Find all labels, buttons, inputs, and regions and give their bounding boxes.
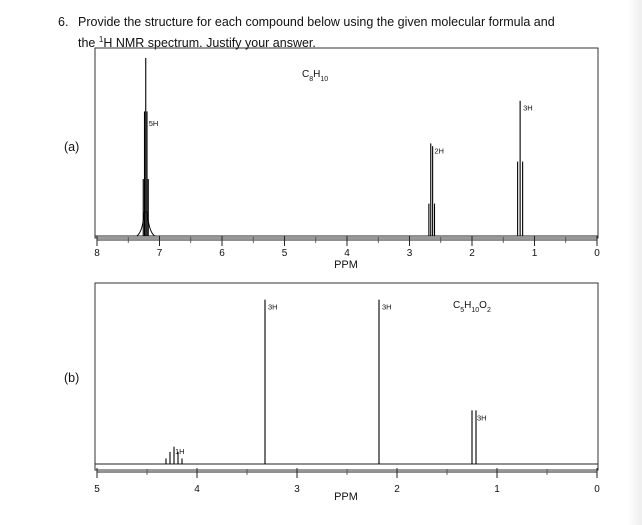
- spectrum-a-tick-label: 6: [219, 248, 225, 259]
- spectrum-a-peak-label: 5H: [148, 119, 159, 128]
- spectrum-b-tick-label: 3: [294, 484, 300, 495]
- question-superscript: 1: [98, 35, 104, 44]
- spectrum-a-peak-label: 3H: [523, 103, 533, 113]
- spectrum-a-tick-label: 1: [531, 248, 538, 259]
- spectrum-a-tick-label: 0: [594, 248, 600, 259]
- spectrum-a-tick-label: 8: [94, 248, 100, 259]
- spectrum-a-tick-label: 4: [344, 248, 350, 259]
- spectrum-a-tick-label: 7: [156, 248, 163, 259]
- spectrum-b-peak-label: 3H: [477, 413, 487, 423]
- spectrum-b-formula: $C_5H_{10}O_2$: [453, 300, 491, 314]
- panel-label-a: (a): [64, 140, 80, 154]
- spectrum-a-x-label: PPM: [334, 259, 358, 271]
- question-line-2-prefix: the: [78, 36, 99, 51]
- spectrum-b-peak-label: 3H: [268, 302, 278, 312]
- spectrum-a-tick-label: 3: [406, 248, 413, 259]
- question-line-2-rest: H NMR spectrum. Justify your answer.: [103, 36, 316, 51]
- spectrum-b-tick-label: 1: [494, 484, 500, 495]
- spectrum-b-tick-label: 4: [194, 484, 200, 495]
- spectrum-b-x-label: PPM: [334, 491, 358, 503]
- spectrum-a-tick-label: 2: [469, 248, 475, 259]
- spectrum-b-tick-label: 5: [94, 484, 100, 495]
- spectrum-a-peak-label: 2H: [434, 146, 444, 156]
- question-line-1: Provide the structure for each compound below using the given molecular formula and: [78, 15, 555, 29]
- spectrum-b-tick-label: 2: [394, 484, 400, 495]
- spectrum-b-frame: [95, 283, 598, 470]
- spectrum-b-peak-label: 1H: [175, 447, 185, 456]
- question-number: 6.: [58, 15, 69, 29]
- panel-label-b: (b): [64, 371, 80, 385]
- spectrum-b-tick-label: 0: [594, 484, 600, 495]
- spectrum-b-peak-label: 3H: [382, 302, 392, 312]
- spectrum-a-formula: $C_8H_{10}$: [302, 69, 329, 83]
- spectrum-a-tick-label: 5: [281, 248, 288, 259]
